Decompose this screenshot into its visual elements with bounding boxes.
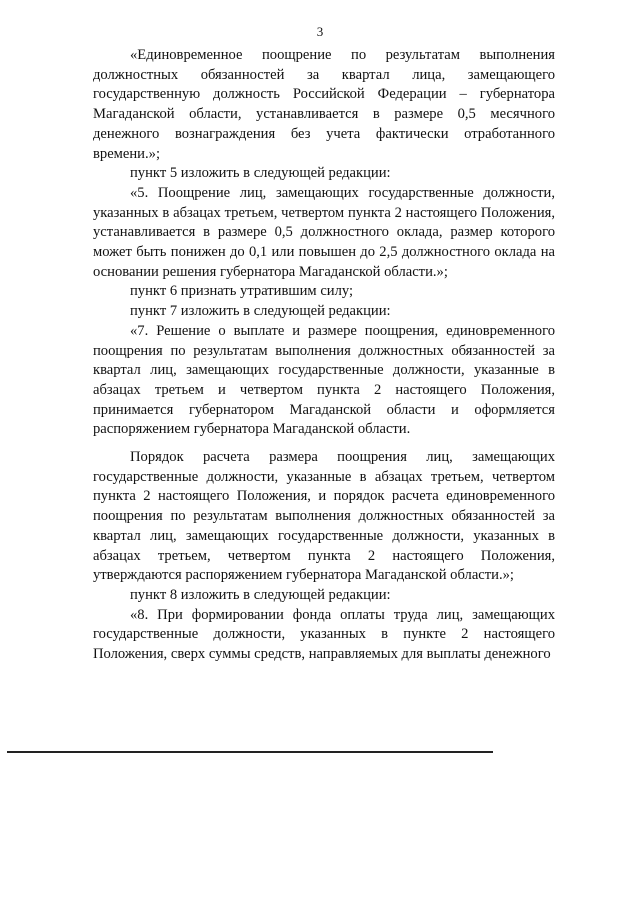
paragraph-item7-intro: пункт 7 изложить в следующей редакции: [130, 303, 391, 320]
paragraph-bonus-governor: «Единовременное поощрение по результатам выполнения должностных обязанностей за квартал лица, замещающего государственную должность Российской Федерации – губернатора Магаданской области, устанавливается в размере 0,5 месячного денежного вознаграждения без учета фактически отработанного времени.»; [93, 47, 555, 162]
paragraph-calculation-order: Порядок расчета размера поощрения лиц, замещающих государственные должности, указанные в абзацах третьем, четвертом пункта 2 настоящего Положения, и порядок расчета единовременного поощрения по результатам выполнения должностных обязанностей за квартал лиц, замещающих государственные должности, указанных в абзацах третьем, четвертом пункта 2 настоящего Положения, утверждаются распоряжением губернатора Магаданской области.»; [93, 449, 555, 584]
paragraph-item6: пункт 6 признать утратившим силу; [130, 283, 354, 300]
paragraph-item8-intro: пункт 8 изложить в следующей редакции: [130, 586, 391, 603]
footer-rule [7, 751, 493, 753]
paragraph-item8-text: «8. При формировании фонда оплаты труда лиц, замещающих государственные должности, указанных в пункте 2 настоящего Положения, сверх суммы средств, направляемых для выплаты денежного [93, 606, 555, 663]
paragraph-item7-text: «7. Решение о выплате и размере поощрения, единовременного поощрения по результатам выполнения должностных обязанностей за квартал лиц, замещающих государственные должности, указанные в абзацах третьем и четвертом пункта 2 настоящего Положения, принимается губернатором Магаданской области и оформляется распоряжением губернатора Магаданской области. [93, 322, 555, 438]
document-body [93, 46, 555, 665]
page-number: 3 [316, 24, 324, 39]
paragraph-item5-text: «5. Поощрение лиц, замещающих государственные должности, указанных в абзацах третьем, четвертом пункта 2 настоящего Положения, устанавливается в размере 0,5 должностного оклада, размер которого может быть понижен до 0,1 или повышен до 2,5 должностного оклада на основании решения губернатора Магаданской области.»; [93, 184, 555, 280]
paragraph-item5-intro: пункт 5 изложить в следующей редакции: [130, 165, 391, 182]
